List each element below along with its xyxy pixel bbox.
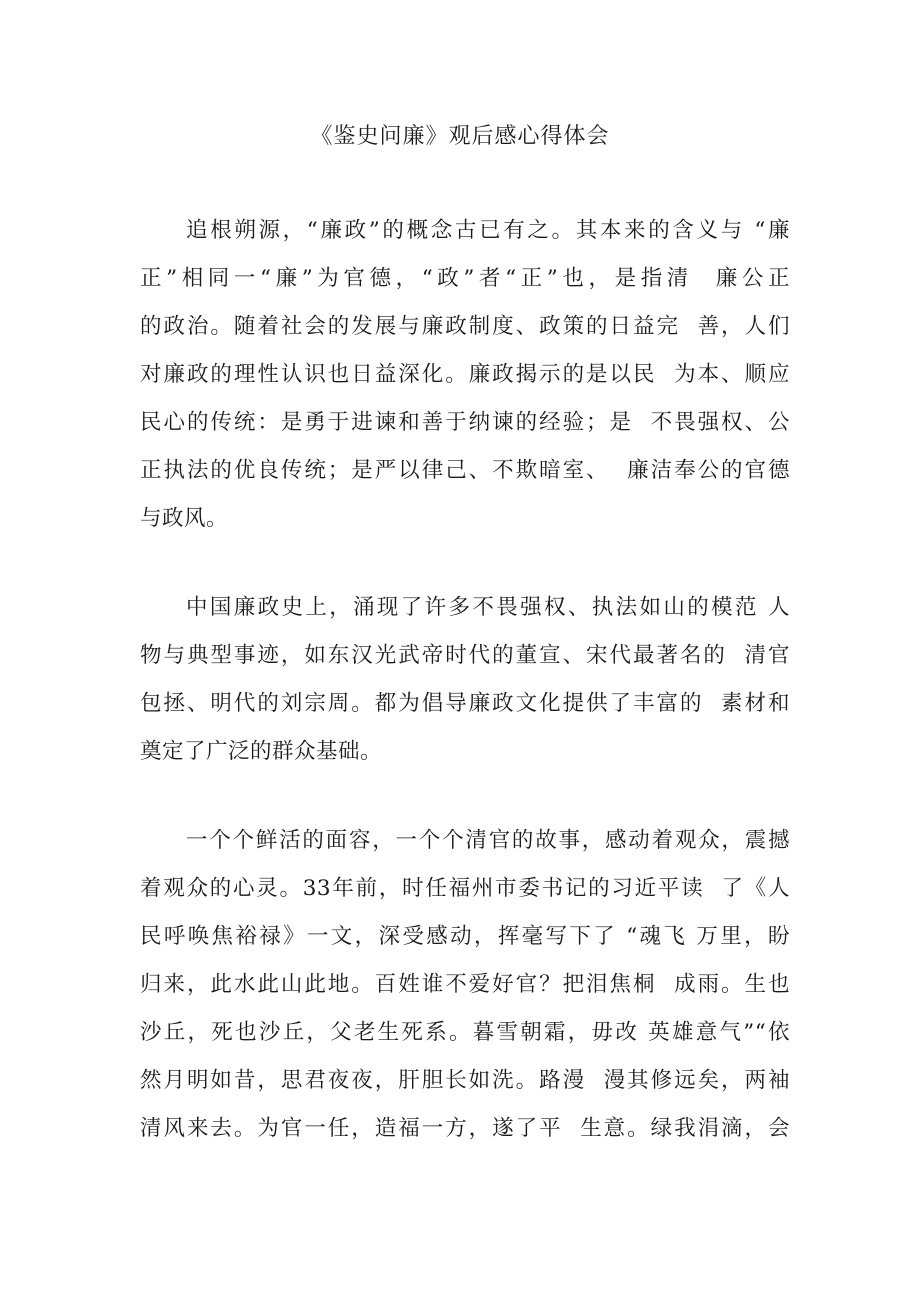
- text-line: 正”相同一“廉”为官德，“政”者“正”也，是指清 廉公正: [140, 266, 790, 291]
- text-line: 对廉政的理性认识也日益深化。廉政揭示的是以民 为本、顺应: [140, 362, 790, 387]
- text-line: 归来，此水此山此地。百姓谁不爱好官？把泪焦桐 成雨。生也: [140, 972, 790, 997]
- text-line: 追根朔源，“廉政”的概念古已有之。其本来的含义与 “廉: [186, 218, 790, 243]
- text-line: 物与典型事迹，如东汉光武帝时代的董宣、宋代最著名的 清官: [140, 643, 790, 668]
- paragraph-2: [140, 584, 790, 776]
- text-line: 包拯、明代的刘宗周。都为倡导廉政文化提供了丰富的 素材和: [140, 691, 790, 716]
- text-line: 清风来去。为官一任，造福一方，遂了平 生意。绿我涓滴，会: [140, 1116, 790, 1141]
- text-line: 沙丘，死也沙丘，父老生死系。暮雪朝霜，毋改 英雄意气”“依: [140, 1020, 790, 1045]
- paragraph-3: [140, 817, 790, 1153]
- text-line: 着观众的心灵。33年前，时任福州市委书记的习近平读 了《人: [140, 876, 790, 901]
- text-line: 的政治。随着社会的发展与廉政制度、政策的日益完 善，人们: [140, 314, 790, 339]
- paragraph-1: [140, 207, 790, 543]
- document-title: 《鉴史问廉》观后感心得体会: [310, 124, 610, 149]
- text-line: 一个个鲜活的面容，一个个清官的故事，感动着观众，震撼: [186, 828, 790, 853]
- text-line: 中国廉政史上，涌现了许多不畏强权、执法如山的模范 人: [186, 595, 790, 620]
- text-line: 正执法的优良传统；是严以律己、不欺暗室、 廉洁奉公的官德: [140, 458, 790, 483]
- text-line: 民呼唤焦裕禄》一文，深受感动，挥毫写下了 “魂飞 万里，盼: [140, 924, 790, 949]
- text-line: 然月明如昔，思君夜夜，肝胆长如洗。路漫 漫其修远矣，两袖: [140, 1068, 790, 1093]
- text-line: 与政风。: [140, 506, 229, 531]
- text-line: 民心的传统：是勇于进谏和善于纳谏的经验；是 不畏强权、公: [140, 410, 790, 435]
- text-line: 奠定了广泛的群众基础。: [140, 739, 383, 764]
